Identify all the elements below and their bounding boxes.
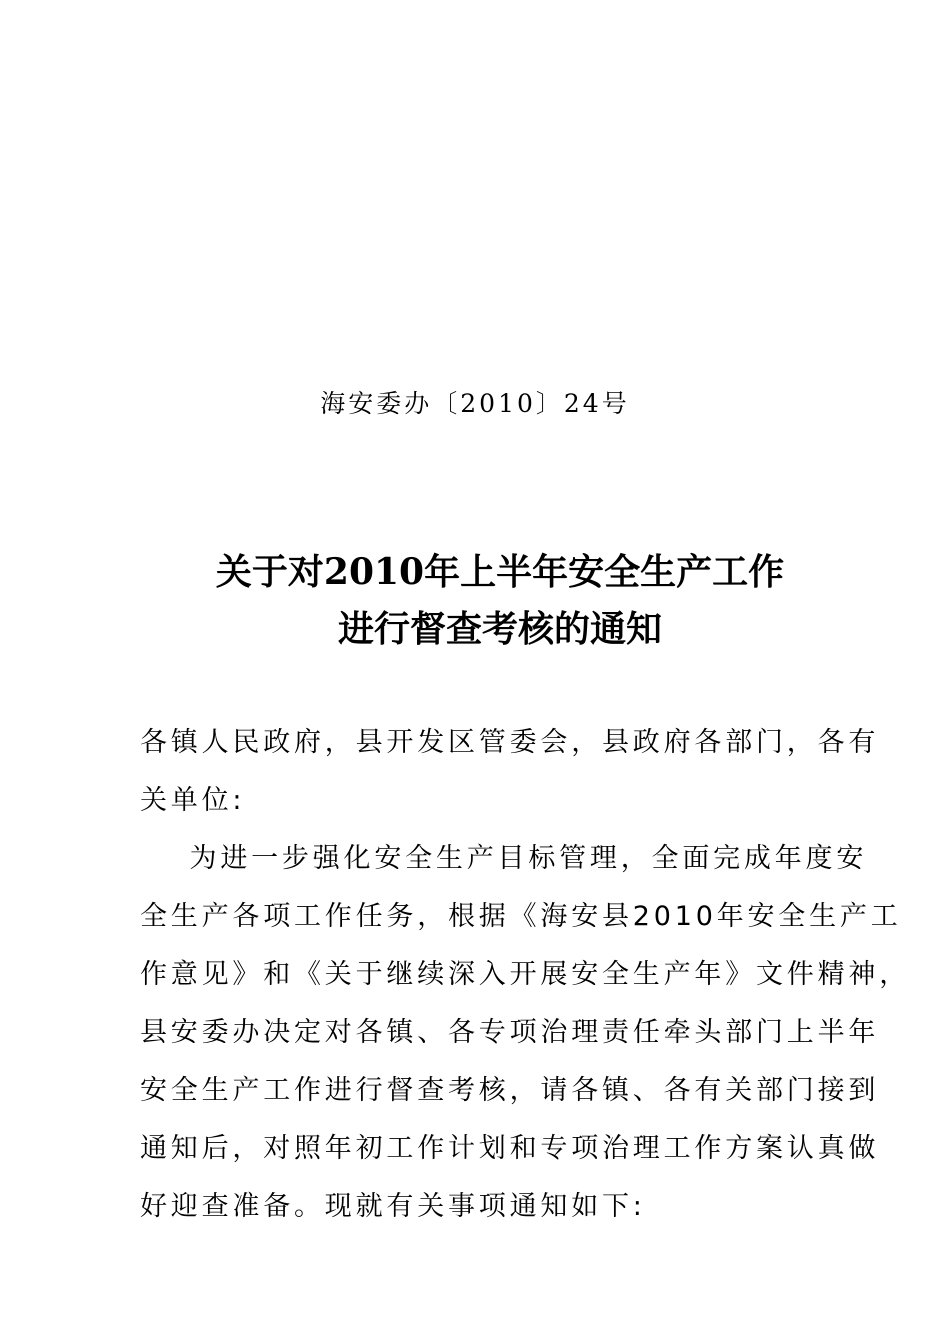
body-text-line: 通知后，对照年初工作计划和专项治理工作方案认真做: [140, 1133, 880, 1164]
document-number: 海安委办〔2010〕24号: [320, 389, 630, 418]
document-title-line-1: 关于对2010年上半年安全生产工作: [215, 551, 785, 593]
body-text-line: 全生产各项工作任务，根据《海安县2010年安全生产工: [140, 901, 902, 932]
document-title-line-2: 进行督查考核的通知: [337, 608, 662, 650]
body-text-line: 县安委办决定对各镇、各专项治理责任牵头部门上半年: [140, 1017, 880, 1048]
body-text-line: 为进一步强化安全生产目标管理，全面完成年度安: [140, 843, 868, 874]
body-text-line: 作意见》和《关于继续深入开展安全生产年》文件精神，: [140, 959, 910, 990]
body-text-line: 好迎查准备。现就有关事项通知如下:: [140, 1191, 646, 1222]
body-text-line: 关单位:: [140, 785, 246, 816]
body-text-line: 各镇人民政府，县开发区管委会，县政府各部门，各有: [140, 727, 880, 758]
body-text-line: 安全生产工作进行督查考核，请各镇、各有关部门接到: [140, 1075, 880, 1106]
